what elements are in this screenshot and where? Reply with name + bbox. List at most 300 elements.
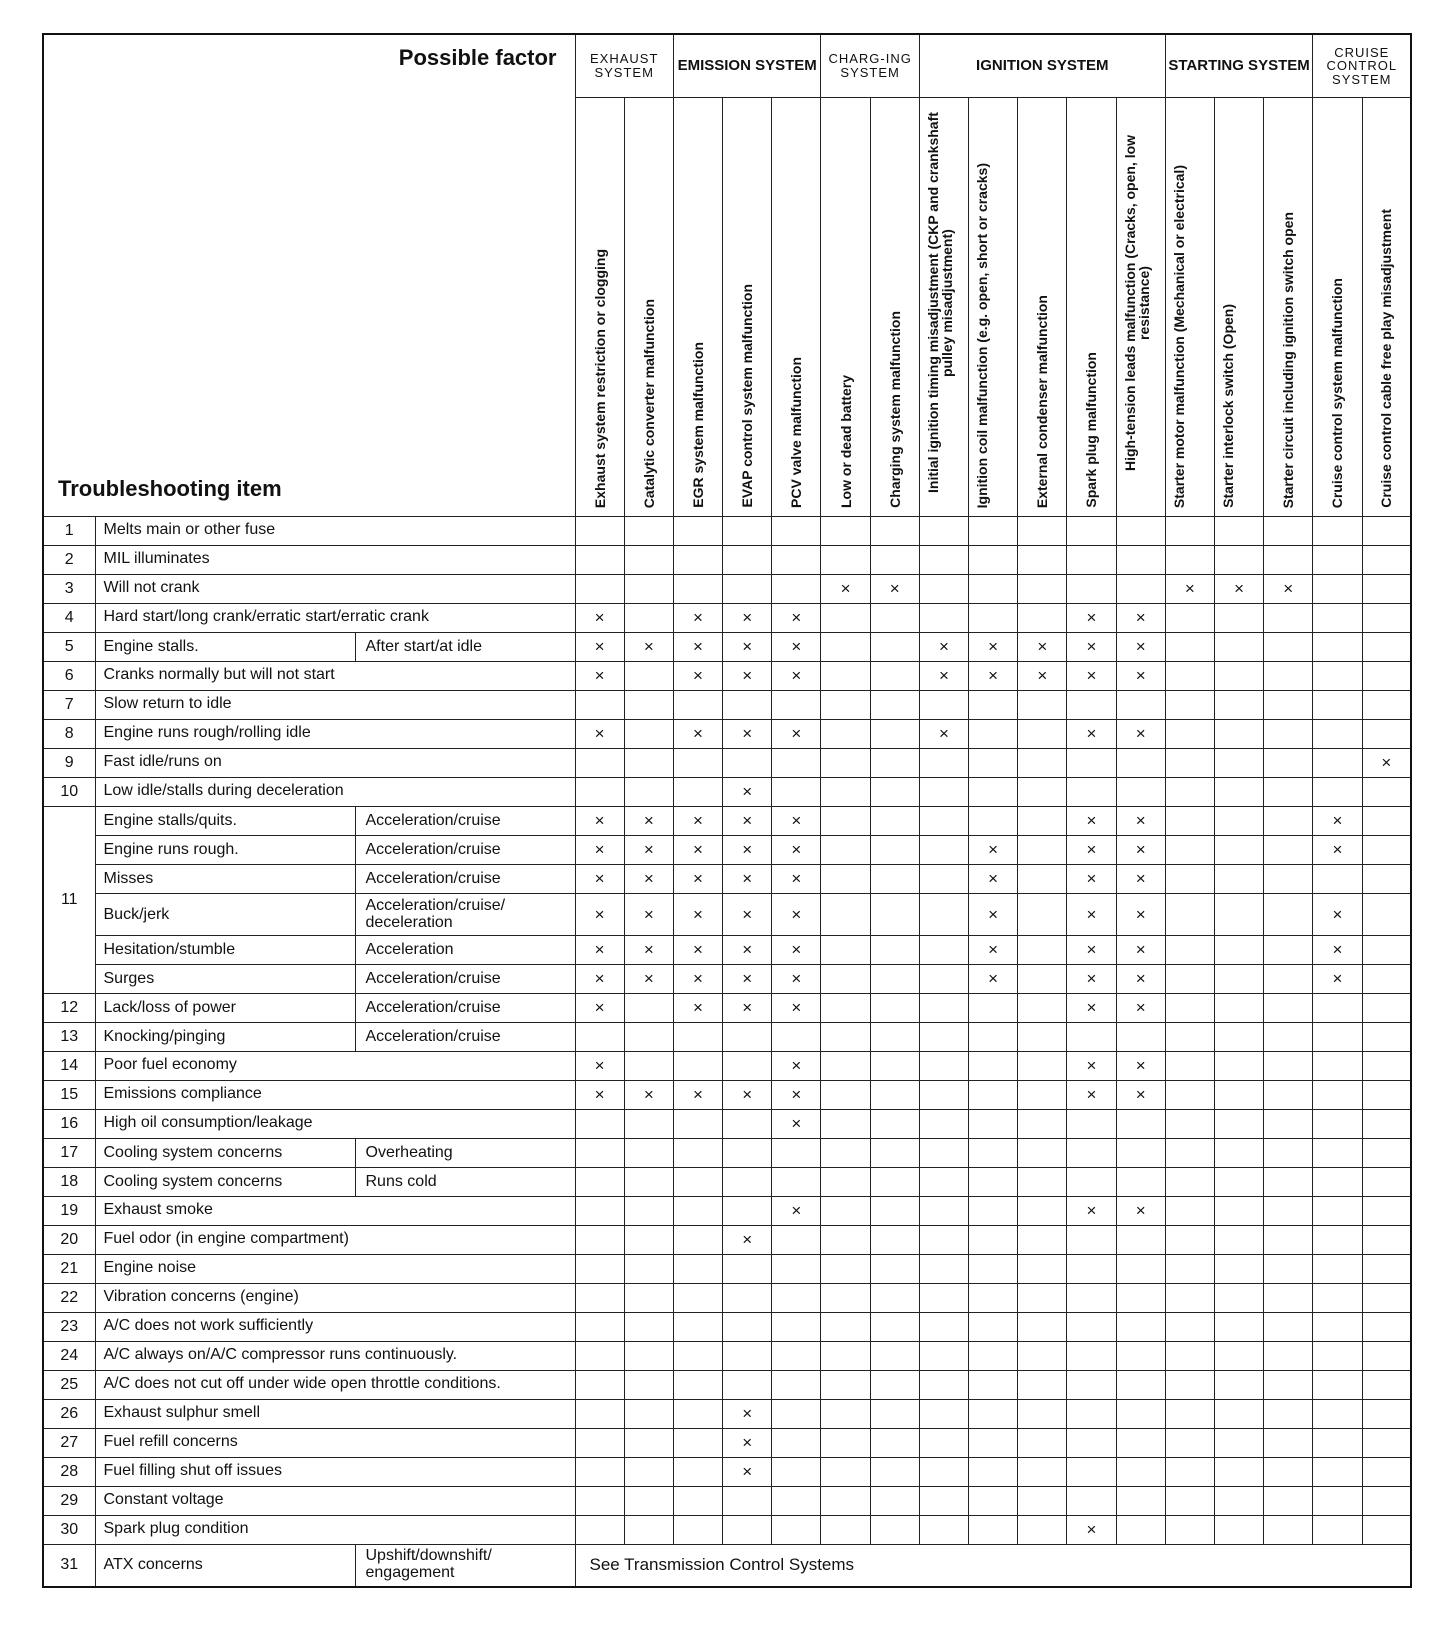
factor-cell [1214,965,1263,994]
factor-cell [772,1458,821,1487]
factor-cell [1165,1487,1214,1516]
factor-cell [772,662,821,691]
table-row [43,1110,1411,1139]
item-cell [95,1197,575,1226]
factor-cell [723,1255,772,1284]
factor-cell [919,965,968,994]
factor-cell [1116,894,1165,936]
factor-cell [1067,720,1116,749]
row-number: 4 [43,604,95,633]
item-label: Engine noise [103,1259,197,1276]
factor-cell [1116,1197,1165,1226]
x-mark: × [594,1085,605,1104]
factor-cell [870,1342,919,1371]
factor-cell [575,720,624,749]
factor-cell [1362,749,1411,778]
factor-cell [1067,1226,1116,1255]
factor-cell [1313,546,1362,575]
item-cell [95,1110,575,1139]
factor-cell [673,1023,722,1052]
factor-cell [575,633,624,662]
factor-cell [1264,1052,1313,1081]
factor-cell [1018,1139,1067,1168]
factor-cell [1313,1197,1362,1226]
factor-cell [1313,965,1362,994]
factor-cell [1018,1255,1067,1284]
factor-cell [1116,1313,1165,1342]
factor-cell [1165,517,1214,546]
factor-cell [1214,1313,1263,1342]
row-number: 22 [43,1284,95,1313]
item-cell [95,604,575,633]
factor-cell [1116,1081,1165,1110]
factor-label: Starter circuit including ignition switch open [1280,211,1297,508]
factor-cell [1116,1255,1165,1284]
x-mark: × [1135,1056,1146,1075]
factor-cell [575,865,624,894]
x-mark: × [594,869,605,888]
factor-label: High-tension leads malfunction (Cracks, open, low resistance) [1121,134,1152,472]
factor-cell [1165,1023,1214,1052]
factor-label: Cruise control system malfunction [1329,277,1346,508]
factor-cell [1214,778,1263,807]
factor-cell [821,1342,870,1371]
x-mark: × [1086,1085,1097,1104]
factor-cell [673,936,722,965]
item-cell [95,1081,575,1110]
factor-cell [1116,749,1165,778]
factor-cell [575,778,624,807]
factor-cell [1116,1371,1165,1400]
factor-cell [673,1081,722,1110]
factor-cell [1165,1400,1214,1429]
factor-cell [1313,662,1362,691]
factor-cell [575,1168,624,1197]
factor-cell [969,965,1018,994]
item-label: Hesitation/stumble [95,936,355,965]
factor-cell [673,662,722,691]
row-number: 3 [43,575,95,604]
x-mark: × [1135,904,1146,924]
item-label: A/C does not cut off under wide open throttle conditions. [103,1375,501,1392]
factor-cell [969,1255,1018,1284]
factor-cell [1313,1458,1362,1487]
x-mark: × [594,840,605,859]
x-mark: × [693,666,703,685]
factor-cell [1264,836,1313,865]
x-mark: × [594,637,605,656]
table-row [43,517,1411,546]
row-number: 19 [43,1197,95,1226]
x-mark: × [594,969,605,988]
factor-cell [1214,994,1263,1023]
row-number: 24 [43,1342,95,1371]
factor-cell [870,807,919,836]
item-label: A/C always on/A/C compressor runs continuously. [103,1346,458,1363]
factor-cell [1018,1429,1067,1458]
row-number: 23 [43,1313,95,1342]
factor-cell [1313,1487,1362,1516]
factor-cell [919,691,968,720]
factor-cell [1214,575,1263,604]
factor-cell [1116,1516,1165,1545]
factor-cell [772,633,821,662]
possible-factor-label: Possible factor [398,45,557,70]
factor-cell [575,1313,624,1342]
factor-cell [673,1110,722,1139]
factor-cell [1362,965,1411,994]
x-mark: × [1332,840,1343,859]
factor-cell [1313,1052,1362,1081]
factor-cell [1362,1110,1411,1139]
factor-cell [624,994,673,1023]
condition-label: Overheating [355,1139,575,1168]
x-mark: × [693,724,703,743]
factor-cell [1067,807,1116,836]
factor-cell [575,1400,624,1429]
x-mark: × [1086,666,1097,685]
condition-label: Acceleration/cruise [355,994,575,1023]
x-mark: × [938,666,949,685]
factor-cell [575,1516,624,1545]
factor-cell [723,720,772,749]
factor-cell [1362,994,1411,1023]
factor-cell [1067,1371,1116,1400]
factor-cell [919,865,968,894]
factor-cell [575,1052,624,1081]
factor-cell [772,1516,821,1545]
factor-cell [1214,1255,1263,1284]
factor-cell [919,778,968,807]
factor-cell [673,1139,722,1168]
factor-cell [919,994,968,1023]
factor-label: Exhaust system restriction or clogging [591,248,608,508]
x-mark: × [938,724,949,743]
factor-cell [969,1081,1018,1110]
factor-cell [772,1168,821,1197]
table-row [43,1052,1411,1081]
factor-cell [1313,1255,1362,1284]
factor-cell [1067,1400,1116,1429]
factor-cell [1116,546,1165,575]
factor-cell [772,1371,821,1400]
table-row [43,749,1411,778]
factor-cell [723,1313,772,1342]
factor-cell [772,1429,821,1458]
item-cell [95,1284,575,1313]
row-number: 29 [43,1487,95,1516]
row-number: 11 [43,807,95,994]
factor-cell [1018,1487,1067,1516]
factor-cell [624,1226,673,1255]
factor-cell [1362,546,1411,575]
factor-cell [624,517,673,546]
factor-cell [1214,1168,1263,1197]
group-header: STARTING SYSTEM [1165,34,1313,98]
factor-cell [1165,894,1214,936]
factor-cell [575,1429,624,1458]
table-row [43,1081,1411,1110]
table-row [43,720,1411,749]
factor-cell [624,1429,673,1458]
factor-cell [575,1342,624,1371]
factor-cell [1214,1197,1263,1226]
factor-cell [624,865,673,894]
factor-cell [624,836,673,865]
table-row [43,1197,1411,1226]
factor-cell [1264,1023,1313,1052]
factor-cell [624,1023,673,1052]
factor-cell [969,633,1018,662]
factor-cell [673,894,722,936]
factor-cell [1116,1284,1165,1313]
table-row [43,1226,1411,1255]
factor-cell [1165,1197,1214,1226]
factor-cell [919,1371,968,1400]
factor-cell [1018,575,1067,604]
factor-cell [723,1342,772,1371]
table-row [43,1342,1411,1371]
factor-cell [673,633,722,662]
factor-cell [870,604,919,633]
x-mark: × [1037,666,1048,685]
x-mark: × [840,579,851,598]
factor-cell [1362,1516,1411,1545]
factor-cell [1165,1458,1214,1487]
factor-cell [624,1197,673,1226]
x-mark: × [1086,1520,1097,1539]
factor-cell [723,1226,772,1255]
x-mark: × [643,1085,654,1104]
item-label: Engine stalls. [95,633,355,662]
factor-cell [821,1371,870,1400]
factor-cell [772,836,821,865]
x-mark: × [693,1085,703,1104]
factor-cell [1067,1429,1116,1458]
factor-label: Starter interlock switch (Open) [1220,304,1237,508]
factor-cell [1067,865,1116,894]
item-label: Constant voltage [103,1491,224,1508]
factor-cell [1165,1168,1214,1197]
factor-cell [1067,1284,1116,1313]
factor-cell [1214,1487,1263,1516]
row-number: 13 [43,1023,95,1052]
factor-cell [1264,1342,1313,1371]
factor-cell [870,1400,919,1429]
factor-cell [821,575,870,604]
factor-cell [1214,1400,1263,1429]
factor-cell [1165,749,1214,778]
x-mark: × [1135,998,1146,1017]
header-corner [43,34,575,517]
factor-cell [870,1168,919,1197]
factor-cell [1116,1458,1165,1487]
factor-cell [772,1110,821,1139]
factor-header [1116,98,1165,517]
factor-cell [1067,936,1116,965]
factor-cell [1313,1168,1362,1197]
factor-cell [624,633,673,662]
factor-cell [919,517,968,546]
factor-cell [673,1516,722,1545]
factor-cell [1214,1023,1263,1052]
factor-cell [821,517,870,546]
factor-cell [1264,662,1313,691]
factor-cell [575,1255,624,1284]
factor-cell [919,1168,968,1197]
factor-cell [969,778,1018,807]
factor-cell [1018,1110,1067,1139]
factor-cell [870,1197,919,1226]
x-mark: × [791,608,802,627]
factor-cell [1313,749,1362,778]
factor-cell [1165,1081,1214,1110]
table-row [43,1168,1411,1197]
factor-cell [723,1081,772,1110]
factor-cell [919,1516,968,1545]
x-mark: × [1234,579,1245,598]
factor-cell [1018,1400,1067,1429]
factor-cell [969,1487,1018,1516]
factor-cell [969,662,1018,691]
factor-cell [1313,936,1362,965]
factor-cell [673,1197,722,1226]
item-label: Exhaust sulphur smell [103,1404,261,1421]
factor-cell [969,749,1018,778]
table-row [43,1545,1411,1587]
row-number: 14 [43,1052,95,1081]
factor-cell [1067,836,1116,865]
item-label: Lack/loss of power [95,994,355,1023]
factor-cell [1018,865,1067,894]
factor-cell [723,1168,772,1197]
factor-cell [1362,662,1411,691]
factor-cell [821,1429,870,1458]
factor-cell [1313,836,1362,865]
factor-cell [1214,1226,1263,1255]
factor-cell [1264,936,1313,965]
x-mark: × [594,998,605,1017]
factor-cell [1362,894,1411,936]
factor-cell [673,1168,722,1197]
condition-label: Acceleration [355,936,575,965]
factor-cell [1067,604,1116,633]
item-label: Fuel odor (in engine compartment) [103,1230,349,1247]
factor-cell [870,662,919,691]
x-mark: × [1135,637,1146,656]
item-cell [95,1255,575,1284]
x-mark: × [643,969,654,988]
factor-cell [1018,894,1067,936]
factor-cell [1214,691,1263,720]
factor-cell [1313,1081,1362,1110]
factor-cell [624,604,673,633]
table-row [43,691,1411,720]
x-mark: × [791,1085,802,1104]
row-number: 1 [43,517,95,546]
factor-cell [919,1487,968,1516]
factor-cell [1264,1081,1313,1110]
factor-cell [772,778,821,807]
factor-cell [1264,1458,1313,1487]
table-row [43,1487,1411,1516]
x-mark: × [1135,811,1146,830]
factor-cell [1116,1400,1165,1429]
factor-cell [1165,1371,1214,1400]
item-label: Emissions compliance [103,1085,262,1102]
factor-cell [772,1313,821,1342]
factor-cell [624,546,673,575]
factor-cell [673,1052,722,1081]
factor-cell [1313,633,1362,662]
condition-label: Acceleration/cruise [355,965,575,994]
factor-cell [624,778,673,807]
factor-cell [673,691,722,720]
factor-cell [1362,1197,1411,1226]
factor-cell [821,1052,870,1081]
factor-cell [723,807,772,836]
factor-cell [1313,1371,1362,1400]
factor-cell [1214,1429,1263,1458]
factor-cell [821,894,870,936]
factor-cell [1116,865,1165,894]
table-row [43,1313,1411,1342]
factor-cell [1018,1284,1067,1313]
factor-cell [1362,1313,1411,1342]
factor-cell [1362,1429,1411,1458]
factor-cell [1214,1284,1263,1313]
factor-cell [821,1197,870,1226]
x-mark: × [791,998,802,1017]
x-mark: × [1135,1085,1146,1104]
factor-cell [821,720,870,749]
factor-cell [624,575,673,604]
factor-cell [1018,778,1067,807]
factor-cell [624,965,673,994]
see-reference: See Transmission Control Systems [575,1545,1411,1587]
factor-cell [1018,1342,1067,1371]
factor-cell [1214,1342,1263,1371]
factor-cell [1264,633,1313,662]
item-label: A/C does not work sufficiently [103,1317,314,1334]
factor-label: Initial ignition timing misadjustment (CKP and crankshaft pulley misadjustment) [924,112,955,494]
x-mark: × [1086,869,1097,888]
row-number: 7 [43,691,95,720]
factor-cell [821,1255,870,1284]
factor-cell [969,1458,1018,1487]
condition-label: Acceleration/cruise [355,836,575,865]
table-row [43,994,1411,1023]
x-mark: × [1135,969,1146,988]
factor-cell [919,1197,968,1226]
factor-cell [575,575,624,604]
factor-cell [821,546,870,575]
item-label: Low idle/stalls during deceleration [103,782,344,799]
factor-cell [1264,1139,1313,1168]
factor-label: PCV valve malfunction [788,357,805,508]
x-mark: × [1086,940,1097,959]
factor-cell [1067,1313,1116,1342]
factor-cell [1067,1458,1116,1487]
x-mark: × [643,840,654,859]
factor-cell [673,865,722,894]
x-mark: × [1135,869,1146,888]
x-mark: × [1332,969,1343,988]
factor-cell [1067,1081,1116,1110]
factor-cell [1165,1313,1214,1342]
factor-cell [772,1023,821,1052]
x-mark: × [1086,811,1097,830]
